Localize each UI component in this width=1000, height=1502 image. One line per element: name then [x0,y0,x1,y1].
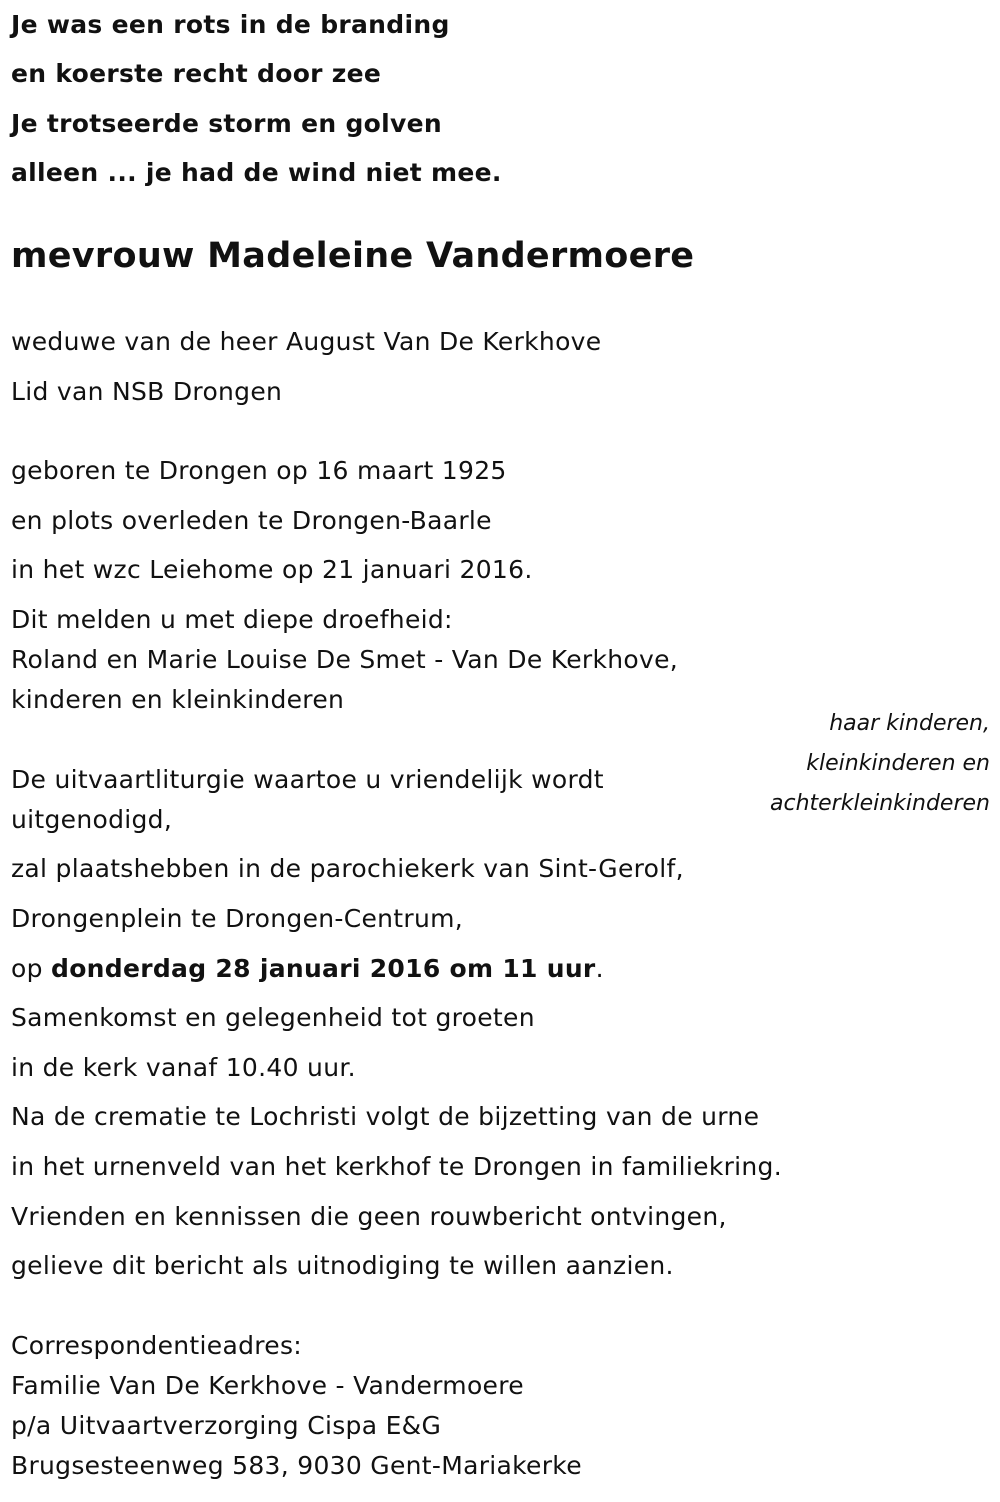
side-note-line-3: achterkleinkinderen [770,791,990,816]
born-line: geboren te Drongen op 16 maart 1925 [11,456,507,485]
service-date: donderdag 28 januari 2016 om 11 uur [51,954,596,983]
liturgy-line-1: De uitvaartliturgie waartoe u vriendelijk wordt [11,765,604,794]
died-line-2: in het wzc Leiehome op 21 januari 2016. [11,555,533,584]
poem-line-1: Je was een rots in de branding [11,10,450,39]
poem-line-3: Je trotseerde storm en golven [11,109,442,138]
correspondence-label: Correspondentieadres: [11,1331,303,1360]
family-line-2: kinderen en kleinkinderen [11,685,345,714]
family-line-1: Roland en Marie Louise De Smet - Van De Kerkhove, [11,645,679,674]
date-suffix: . [595,954,604,983]
place-line-1: zal plaatshebben in de parochiekerk van Sint-Gerolf, [11,854,684,883]
correspondence-line-3: Brugsesteenweg 583, 9030 Gent-Mariakerke [11,1451,582,1480]
service-date-line [11,954,604,984]
poem-line-2: en koerste recht door zee [11,59,382,88]
announce-line: Dit melden u met diepe droefheid: [11,605,453,634]
side-note-line-1: haar kinderen, [829,711,990,736]
died-line-1: en plots overleden te Drongen-Baarle [11,506,492,535]
side-note-line-2: kleinkinderen en [806,751,990,776]
gather-line-1: Samenkomst en gelegenheid tot groeten [11,1003,535,1032]
cremation-line-2: in het urnenveld van het kerkhof te Drongen in familiekring. [11,1152,782,1181]
deceased-name: mevrouw Madeleine Vandermoere [11,236,695,276]
liturgy-line-2: uitgenodigd, [11,805,173,834]
cremation-line-1: Na de crematie te Lochristi volgt de bijzetting van de urne [11,1102,760,1131]
correspondence-line-1: Familie Van De Kerkhove - Vandermoere [11,1371,524,1400]
poem-line-4: alleen ... je had de wind niet mee. [11,158,502,187]
friends-line-1: Vrienden en kennissen die geen rouwbericht ontvingen, [11,1202,727,1231]
gather-line-2: in de kerk vanaf 10.40 uur. [11,1053,356,1082]
correspondence-line-2: p/a Uitvaartverzorging Cispa E&G [11,1411,442,1440]
place-line-2: Drongenplein te Drongen-Centrum, [11,904,464,933]
friends-line-2: gelieve dit bericht als uitnodiging te willen aanzien. [11,1251,674,1280]
spouse-line: weduwe van de heer August Van De Kerkhove [11,327,602,356]
date-prefix: op [11,954,52,983]
member-line: Lid van NSB Drongen [11,377,283,406]
